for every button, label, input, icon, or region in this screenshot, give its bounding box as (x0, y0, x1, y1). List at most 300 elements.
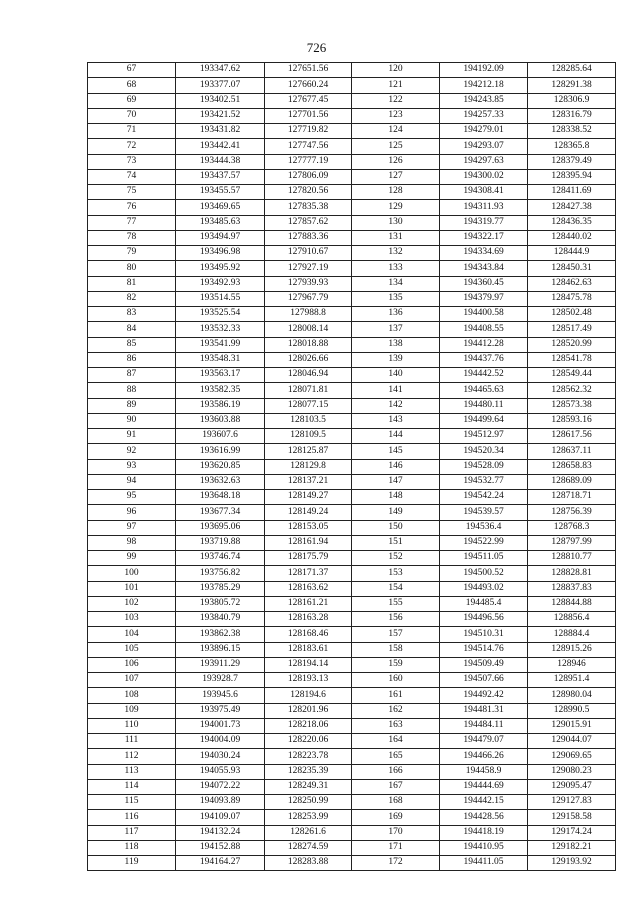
y-coordinate-cell: 128235.39 (265, 764, 352, 779)
point-number-cell: 115 (88, 795, 176, 810)
y-coordinate-cell: 128502.48 (528, 307, 616, 322)
y-coordinate-cell: 128637.11 (528, 444, 616, 459)
point-number-cell: 71 (88, 124, 176, 139)
x-coordinate-cell: 194465.63 (440, 383, 528, 398)
point-number-cell: 97 (88, 520, 176, 535)
x-coordinate-cell: 194400.58 (440, 307, 528, 322)
y-coordinate-cell: 127927.19 (265, 261, 352, 276)
point-number-cell: 131 (352, 230, 440, 245)
point-number-cell: 154 (352, 581, 440, 596)
x-coordinate-cell: 194500.52 (440, 566, 528, 581)
y-coordinate-cell: 129158.58 (528, 810, 616, 825)
y-coordinate-cell: 128103.5 (265, 413, 352, 428)
point-number-cell: 137 (352, 322, 440, 337)
y-coordinate-cell: 128549.44 (528, 368, 616, 383)
point-number-cell: 88 (88, 383, 176, 398)
x-coordinate-cell: 194192.09 (440, 63, 528, 78)
point-number-cell: 146 (352, 459, 440, 474)
y-coordinate-cell: 128756.39 (528, 505, 616, 520)
y-coordinate-cell: 128291.38 (528, 78, 616, 93)
y-coordinate-cell: 128990.5 (528, 703, 616, 718)
x-coordinate-cell: 194442.15 (440, 795, 528, 810)
table-row (88, 261, 616, 276)
y-coordinate-cell: 129095.47 (528, 779, 616, 794)
y-coordinate-cell: 127719.82 (265, 124, 352, 139)
x-coordinate-cell: 194509.49 (440, 657, 528, 672)
x-coordinate-cell: 194297.63 (440, 154, 528, 169)
table-row (88, 612, 616, 627)
y-coordinate-cell: 127939.93 (265, 276, 352, 291)
x-coordinate-cell: 194492.42 (440, 688, 528, 703)
y-coordinate-cell: 128163.28 (265, 612, 352, 627)
y-coordinate-cell: 128541.78 (528, 352, 616, 367)
y-coordinate-cell: 127806.09 (265, 169, 352, 184)
point-number-cell: 135 (352, 291, 440, 306)
table-row (88, 779, 616, 794)
x-coordinate-cell: 193431.82 (176, 124, 265, 139)
point-number-cell: 103 (88, 612, 176, 627)
y-coordinate-cell: 128250.99 (265, 795, 352, 810)
table-row (88, 566, 616, 581)
table-row (88, 169, 616, 184)
point-number-cell: 82 (88, 291, 176, 306)
x-coordinate-cell: 194511.05 (440, 551, 528, 566)
x-coordinate-cell: 194132.24 (176, 825, 265, 840)
point-number-cell: 130 (352, 215, 440, 230)
x-coordinate-cell: 193607.6 (176, 429, 265, 444)
point-number-cell: 110 (88, 718, 176, 733)
y-coordinate-cell: 128249.31 (265, 779, 352, 794)
x-coordinate-cell: 193719.88 (176, 535, 265, 550)
x-coordinate-cell: 193785.29 (176, 581, 265, 596)
table-row (88, 596, 616, 611)
table-row (88, 505, 616, 520)
x-coordinate-cell: 193586.19 (176, 398, 265, 413)
point-number-cell: 126 (352, 154, 440, 169)
y-coordinate-cell: 128810.77 (528, 551, 616, 566)
point-number-cell: 152 (352, 551, 440, 566)
point-number-cell: 134 (352, 276, 440, 291)
x-coordinate-cell: 194004.09 (176, 734, 265, 749)
point-number-cell: 166 (352, 764, 440, 779)
table-row (88, 78, 616, 93)
y-coordinate-cell: 128109.5 (265, 429, 352, 444)
point-number-cell: 73 (88, 154, 176, 169)
point-number-cell: 120 (352, 63, 440, 78)
point-number-cell: 90 (88, 413, 176, 428)
point-number-cell: 136 (352, 307, 440, 322)
x-coordinate-cell: 194514.76 (440, 642, 528, 657)
y-coordinate-cell: 128427.38 (528, 200, 616, 215)
table-row (88, 276, 616, 291)
x-coordinate-cell: 193514.55 (176, 291, 265, 306)
table-row (88, 429, 616, 444)
y-coordinate-cell: 128436.35 (528, 215, 616, 230)
y-coordinate-cell: 128026.66 (265, 352, 352, 367)
y-coordinate-cell: 128828.81 (528, 566, 616, 581)
point-number-cell: 106 (88, 657, 176, 672)
point-number-cell: 75 (88, 185, 176, 200)
y-coordinate-cell: 128274.59 (265, 840, 352, 855)
x-coordinate-cell: 193421.52 (176, 108, 265, 123)
y-coordinate-cell: 128223.78 (265, 749, 352, 764)
point-number-cell: 144 (352, 429, 440, 444)
table-row (88, 200, 616, 215)
x-coordinate-cell: 194458.9 (440, 764, 528, 779)
point-number-cell: 68 (88, 78, 176, 93)
x-coordinate-cell: 193862.38 (176, 627, 265, 642)
point-number-cell: 80 (88, 261, 176, 276)
x-coordinate-cell: 193525.54 (176, 307, 265, 322)
x-coordinate-cell: 193695.06 (176, 520, 265, 535)
point-number-cell: 172 (352, 856, 440, 871)
x-coordinate-cell: 193494.97 (176, 230, 265, 245)
x-coordinate-cell: 194055.93 (176, 764, 265, 779)
point-number-cell: 127 (352, 169, 440, 184)
point-number-cell: 102 (88, 596, 176, 611)
table-row (88, 215, 616, 230)
x-coordinate-cell: 193945.6 (176, 688, 265, 703)
point-number-cell: 148 (352, 490, 440, 505)
point-number-cell: 167 (352, 779, 440, 794)
x-coordinate-cell: 193616.99 (176, 444, 265, 459)
x-coordinate-cell: 194466.26 (440, 749, 528, 764)
x-coordinate-cell: 194311.93 (440, 200, 528, 215)
point-number-cell: 133 (352, 261, 440, 276)
point-number-cell: 72 (88, 139, 176, 154)
y-coordinate-cell: 128194.14 (265, 657, 352, 672)
x-coordinate-cell: 193377.07 (176, 78, 265, 93)
y-coordinate-cell: 127857.62 (265, 215, 352, 230)
point-number-cell: 122 (352, 93, 440, 108)
y-coordinate-cell: 128689.09 (528, 474, 616, 489)
table-row (88, 627, 616, 642)
y-coordinate-cell: 128475.78 (528, 291, 616, 306)
point-number-cell: 114 (88, 779, 176, 794)
point-number-cell: 85 (88, 337, 176, 352)
x-coordinate-cell: 193402.51 (176, 93, 265, 108)
y-coordinate-cell: 128520.99 (528, 337, 616, 352)
y-coordinate-cell: 128593.16 (528, 413, 616, 428)
x-coordinate-cell: 194485.4 (440, 596, 528, 611)
point-number-cell: 116 (88, 810, 176, 825)
y-coordinate-cell: 128797.99 (528, 535, 616, 550)
point-number-cell: 132 (352, 246, 440, 261)
x-coordinate-cell: 194319.77 (440, 215, 528, 230)
y-coordinate-cell: 129044.07 (528, 734, 616, 749)
y-coordinate-cell: 128980.04 (528, 688, 616, 703)
y-coordinate-cell: 128161.94 (265, 535, 352, 550)
y-coordinate-cell: 129182.21 (528, 840, 616, 855)
table-row (88, 352, 616, 367)
table-row (88, 688, 616, 703)
y-coordinate-cell: 127660.24 (265, 78, 352, 93)
x-coordinate-cell: 194411.05 (440, 856, 528, 871)
y-coordinate-cell: 127677.45 (265, 93, 352, 108)
table-row (88, 398, 616, 413)
table-row (88, 459, 616, 474)
point-number-cell: 84 (88, 322, 176, 337)
table-row (88, 337, 616, 352)
y-coordinate-cell: 128077.15 (265, 398, 352, 413)
x-coordinate-cell: 194300.02 (440, 169, 528, 184)
table-row (88, 825, 616, 840)
point-number-cell: 162 (352, 703, 440, 718)
point-number-cell: 112 (88, 749, 176, 764)
x-coordinate-cell: 193677.34 (176, 505, 265, 520)
y-coordinate-cell: 129015.91 (528, 718, 616, 733)
point-number-cell: 171 (352, 840, 440, 855)
y-coordinate-cell: 128365.8 (528, 139, 616, 154)
x-coordinate-cell: 194343.84 (440, 261, 528, 276)
x-coordinate-cell: 194257.33 (440, 108, 528, 123)
point-number-cell: 159 (352, 657, 440, 672)
x-coordinate-cell: 194493.02 (440, 581, 528, 596)
point-number-cell: 125 (352, 139, 440, 154)
point-number-cell: 104 (88, 627, 176, 642)
point-number-cell: 117 (88, 825, 176, 840)
x-coordinate-cell: 194428.56 (440, 810, 528, 825)
table-row (88, 368, 616, 383)
x-coordinate-cell: 194001.73 (176, 718, 265, 733)
point-number-cell: 139 (352, 352, 440, 367)
y-coordinate-cell: 128218.06 (265, 718, 352, 733)
x-coordinate-cell: 193496.98 (176, 246, 265, 261)
point-number-cell: 69 (88, 93, 176, 108)
x-coordinate-cell: 193975.49 (176, 703, 265, 718)
y-coordinate-cell: 128018.88 (265, 337, 352, 352)
x-coordinate-cell: 194212.18 (440, 78, 528, 93)
point-number-cell: 169 (352, 810, 440, 825)
x-coordinate-cell: 194437.76 (440, 352, 528, 367)
x-coordinate-cell: 194410.95 (440, 840, 528, 855)
y-coordinate-cell: 128220.06 (265, 734, 352, 749)
point-number-cell: 81 (88, 276, 176, 291)
table-row (88, 291, 616, 306)
y-coordinate-cell: 128125.87 (265, 444, 352, 459)
table-row (88, 93, 616, 108)
y-coordinate-cell: 127835.38 (265, 200, 352, 215)
point-number-cell: 168 (352, 795, 440, 810)
x-coordinate-cell: 194322.17 (440, 230, 528, 245)
x-coordinate-cell: 194030.24 (176, 749, 265, 764)
x-coordinate-cell: 193455.57 (176, 185, 265, 200)
y-coordinate-cell: 127967.79 (265, 291, 352, 306)
y-coordinate-cell: 128658.83 (528, 459, 616, 474)
y-coordinate-cell: 128450.31 (528, 261, 616, 276)
x-coordinate-cell: 194293.07 (440, 139, 528, 154)
x-coordinate-cell: 194542.24 (440, 490, 528, 505)
y-coordinate-cell: 128129.8 (265, 459, 352, 474)
point-number-cell: 74 (88, 169, 176, 184)
table-row (88, 795, 616, 810)
x-coordinate-cell: 194412.28 (440, 337, 528, 352)
y-coordinate-cell: 129127.83 (528, 795, 616, 810)
point-number-cell: 153 (352, 566, 440, 581)
point-number-cell: 76 (88, 200, 176, 215)
x-coordinate-cell: 194510.31 (440, 627, 528, 642)
x-coordinate-cell: 194512.97 (440, 429, 528, 444)
point-number-cell: 113 (88, 764, 176, 779)
y-coordinate-cell: 128008.14 (265, 322, 352, 337)
table-row (88, 581, 616, 596)
x-coordinate-cell: 193928.7 (176, 673, 265, 688)
point-number-cell: 170 (352, 825, 440, 840)
x-coordinate-cell: 194243.85 (440, 93, 528, 108)
x-coordinate-cell: 194520.34 (440, 444, 528, 459)
x-coordinate-cell: 194479.07 (440, 734, 528, 749)
y-coordinate-cell: 128573.38 (528, 398, 616, 413)
point-number-cell: 108 (88, 688, 176, 703)
x-coordinate-cell: 193896.15 (176, 642, 265, 657)
x-coordinate-cell: 193563.17 (176, 368, 265, 383)
y-coordinate-cell: 128951.4 (528, 673, 616, 688)
point-number-cell: 92 (88, 444, 176, 459)
y-coordinate-cell: 129174.24 (528, 825, 616, 840)
x-coordinate-cell: 193532.33 (176, 322, 265, 337)
x-coordinate-cell: 194109.07 (176, 810, 265, 825)
point-number-cell: 99 (88, 551, 176, 566)
x-coordinate-cell: 193492.93 (176, 276, 265, 291)
x-coordinate-cell: 194442.52 (440, 368, 528, 383)
point-number-cell: 128 (352, 185, 440, 200)
y-coordinate-cell: 127651.56 (265, 63, 352, 78)
y-coordinate-cell: 128149.24 (265, 505, 352, 520)
table-row (88, 764, 616, 779)
table-row (88, 108, 616, 123)
point-number-cell: 163 (352, 718, 440, 733)
point-number-cell: 111 (88, 734, 176, 749)
point-number-cell: 79 (88, 246, 176, 261)
x-coordinate-cell: 194379.97 (440, 291, 528, 306)
x-coordinate-cell: 194308.41 (440, 185, 528, 200)
point-number-cell: 138 (352, 337, 440, 352)
table-row (88, 551, 616, 566)
x-coordinate-cell: 193603.88 (176, 413, 265, 428)
table-row (88, 810, 616, 825)
table-row (88, 124, 616, 139)
table-row (88, 246, 616, 261)
table-row (88, 185, 616, 200)
point-number-cell: 156 (352, 612, 440, 627)
y-coordinate-cell: 128915.26 (528, 642, 616, 657)
y-coordinate-cell: 128168.46 (265, 627, 352, 642)
y-coordinate-cell: 128338.52 (528, 124, 616, 139)
x-coordinate-cell: 194499.64 (440, 413, 528, 428)
y-coordinate-cell: 129193.92 (528, 856, 616, 871)
x-coordinate-cell: 194418.19 (440, 825, 528, 840)
x-coordinate-cell: 193746.74 (176, 551, 265, 566)
y-coordinate-cell: 127747.56 (265, 139, 352, 154)
point-number-cell: 94 (88, 474, 176, 489)
point-number-cell: 77 (88, 215, 176, 230)
y-coordinate-cell: 128175.79 (265, 551, 352, 566)
point-number-cell: 95 (88, 490, 176, 505)
x-coordinate-cell: 194164.27 (176, 856, 265, 871)
x-coordinate-cell: 194408.55 (440, 322, 528, 337)
x-coordinate-cell: 193347.62 (176, 63, 265, 78)
point-number-cell: 107 (88, 673, 176, 688)
y-coordinate-cell: 127820.56 (265, 185, 352, 200)
table-row (88, 840, 616, 855)
x-coordinate-cell: 193442.41 (176, 139, 265, 154)
y-coordinate-cell: 128283.88 (265, 856, 352, 871)
table-row (88, 307, 616, 322)
table-row (88, 490, 616, 505)
y-coordinate-cell: 128462.63 (528, 276, 616, 291)
table-row (88, 383, 616, 398)
table-row (88, 322, 616, 337)
point-number-cell: 105 (88, 642, 176, 657)
x-coordinate-cell: 194507.66 (440, 673, 528, 688)
point-number-cell: 165 (352, 749, 440, 764)
y-coordinate-cell: 127910.67 (265, 246, 352, 261)
point-number-cell: 160 (352, 673, 440, 688)
x-coordinate-cell: 194360.45 (440, 276, 528, 291)
page-number: 726 (306, 40, 327, 55)
point-number-cell: 157 (352, 627, 440, 642)
table-row (88, 856, 616, 871)
x-coordinate-cell: 194528.09 (440, 459, 528, 474)
x-coordinate-cell: 193485.63 (176, 215, 265, 230)
point-number-cell: 151 (352, 535, 440, 550)
point-number-cell: 93 (88, 459, 176, 474)
y-coordinate-cell: 128884.4 (528, 627, 616, 642)
x-coordinate-cell: 194532.77 (440, 474, 528, 489)
x-coordinate-cell: 194539.57 (440, 505, 528, 520)
y-coordinate-cell: 128440.02 (528, 230, 616, 245)
x-coordinate-cell: 193805.72 (176, 596, 265, 611)
table-row (88, 444, 616, 459)
table-row (88, 718, 616, 733)
x-coordinate-cell: 193620.85 (176, 459, 265, 474)
x-coordinate-cell: 194334.69 (440, 246, 528, 261)
y-coordinate-cell: 128183.61 (265, 642, 352, 657)
y-coordinate-cell: 128046.94 (265, 368, 352, 383)
y-coordinate-cell: 128193.13 (265, 673, 352, 688)
y-coordinate-cell: 128856.4 (528, 612, 616, 627)
x-coordinate-cell: 193495.92 (176, 261, 265, 276)
point-number-cell: 101 (88, 581, 176, 596)
y-coordinate-cell: 128163.62 (265, 581, 352, 596)
y-coordinate-cell: 128411.69 (528, 185, 616, 200)
point-number-cell: 155 (352, 596, 440, 611)
table-row (88, 139, 616, 154)
y-coordinate-cell: 128201.96 (265, 703, 352, 718)
x-coordinate-cell: 193469.65 (176, 200, 265, 215)
point-number-cell: 164 (352, 734, 440, 749)
y-coordinate-cell: 128306.9 (528, 93, 616, 108)
y-coordinate-cell: 127883.36 (265, 230, 352, 245)
point-number-cell: 123 (352, 108, 440, 123)
y-coordinate-cell: 128379.49 (528, 154, 616, 169)
point-number-cell: 145 (352, 444, 440, 459)
table-row (88, 535, 616, 550)
point-number-cell: 83 (88, 307, 176, 322)
point-number-cell: 142 (352, 398, 440, 413)
y-coordinate-cell: 127777.19 (265, 154, 352, 169)
y-coordinate-cell: 128171.37 (265, 566, 352, 581)
point-number-cell: 143 (352, 413, 440, 428)
point-number-cell: 100 (88, 566, 176, 581)
point-number-cell: 141 (352, 383, 440, 398)
x-coordinate-cell: 194522.99 (440, 535, 528, 550)
point-number-cell: 149 (352, 505, 440, 520)
point-number-cell: 89 (88, 398, 176, 413)
point-number-cell: 129 (352, 200, 440, 215)
y-coordinate-cell: 128395.94 (528, 169, 616, 184)
point-number-cell: 98 (88, 535, 176, 550)
